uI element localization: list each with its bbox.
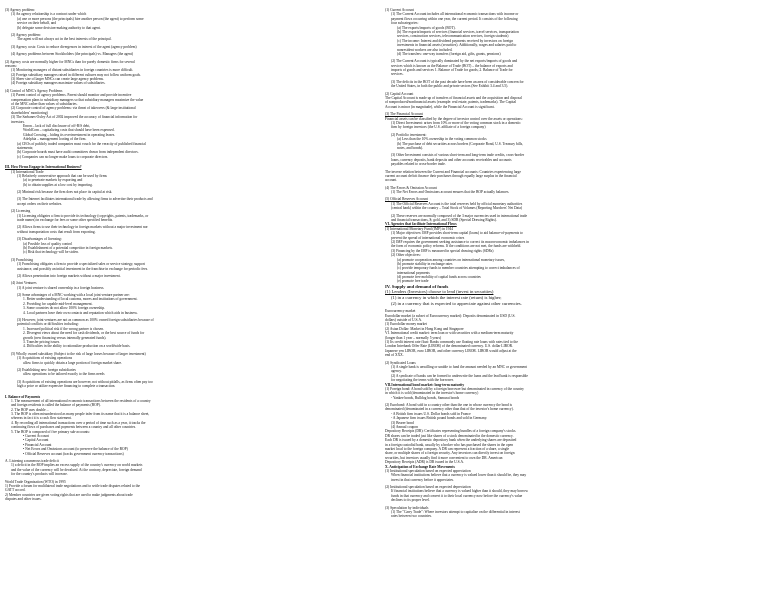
text-line: in a foreign custodial bank, usually by a broker who has purchased the shares in the open <box>385 442 514 447</box>
text-line: (e) promote free trade <box>397 279 429 284</box>
text-line: I. Balance of Payments <box>5 394 41 399</box>
text-line: whereas in fact it is a cash flow statement. <box>11 416 72 421</box>
text-line: potential conflicts or difficulties including: <box>17 322 79 327</box>
text-line: firm by foreign investors (the U.S. affiliate of a foreign company) <box>391 125 486 130</box>
text-line: Financial assets can be classified by the degree of investor control over the assets or operations: <box>385 116 523 121</box>
text-line: • Current Account <box>23 434 50 439</box>
text-line: (2) Agency costs are normally higher for MNCs than for purely domestic firms for several <box>5 59 135 64</box>
text-line: (1) The Current Account includes all international economic transactions with income or <box>391 12 519 17</box>
text-line: (2) Corporate control of agency problems: via threat of takeovers (& large institutional <box>11 106 136 111</box>
text-line: (1) The "Carry Trade": Where investors attempt to capitalize on the differential in interest <box>391 510 520 515</box>
text-line: (4) Joint Ventures <box>11 281 37 286</box>
text-line: (3) Disadvantages of licensing: <box>17 237 62 242</box>
text-line: (1) An agency relationship is a contract under which <box>11 12 87 17</box>
text-line: (2) The Current Account is typically dominated by the net exports/imports of goods and <box>391 59 518 64</box>
text-line: continuing flows of purchases and payments between a country and all other countries. <box>11 425 137 430</box>
text-line: (5) Wholly owned subsidiary (Subject to the risk of large losses because of larger investment) <box>11 351 146 356</box>
text-line: (3) The Sarbanes-Oxley Act of 2002 improved the accuracy of financial information for <box>11 115 138 120</box>
text-line: (1) A single bank is unwilling or unable to fund the amount needed by an MNC or government <box>391 364 528 369</box>
text-line: VII.International bond market: long-term maturity <box>385 382 465 387</box>
text-line: If financial institutions believe that a currency is valued higher than it should, they may borrow <box>391 489 528 494</box>
text-line: (c) Risk that technology will be stolen. <box>23 250 79 255</box>
text-line: shareholders' monitoring) <box>11 110 48 115</box>
text-line: 4. By recording all international transactions over a period of time such as a year, it tracks the <box>11 420 146 425</box>
text-line: Account is minor (in magnitude), while the Financial Account is significant. <box>385 104 495 109</box>
text-line: (1) Monitoring managers of distant subsidiaries in foreign countries is more difficult. <box>11 68 134 73</box>
text-line: and foreign residents is called the balance of payments (BOP). <box>11 403 101 408</box>
text-line: 2. Providing for capable mid-level management. <box>23 301 93 306</box>
text-line: - Yankee bonds, Bulldog bonds, Samurai bonds <box>391 395 460 400</box>
text-line: Eurodollar market (a subset of Eurocurrency market): Deposits denominated in USD (U.S. <box>385 313 516 318</box>
text-line: (a) Less than the 10% ownership in the voting common stocks <box>397 137 487 142</box>
text-line: (3) Sheer size of larger MNCs can create large agency problems. <box>11 77 104 82</box>
text-line: loans, currency deposits, bank deposits and other accounts receivables and accounts <box>391 157 512 162</box>
text-line: (2) Licensing <box>11 209 31 214</box>
text-line: 1) a deficit in the BOP implies an excess supply of the country's currency on world markets <box>11 463 143 468</box>
text-line: (c) provide temporary funds to member countries attempting to correct imbalances of <box>397 266 520 271</box>
text-line: 1. Better understanding of local customs, mores and institutions of government. <box>23 297 138 302</box>
text-line: (b) delegate some decision-making authority to that agent. <box>17 25 101 30</box>
text-line: (5) Official Reserves Account <box>385 197 428 202</box>
text-line: compensation plans to subsidiary managers so that subsidiary managers maximize the value <box>11 97 144 102</box>
text-line: (2) Some advantages of a MNC working with a local joint venture partner are: <box>17 293 130 298</box>
text-line: 2. The BOP uses double ... <box>11 407 50 412</box>
text-line: (1) Major objectives: IMF provides short-term capital (loans) to aid balance-of-payments to <box>391 231 523 236</box>
text-line: (b) Establishment of a potential competitor in foreign markets. <box>23 245 113 250</box>
text-line: (2) Allows firms to use their technology in foreign markets without a major investment nor <box>17 225 148 230</box>
text-line: and financial transactions, $; gold, and 3) SDR (Special Drawing Rights). <box>391 218 497 223</box>
text-line: The inverse relation between the Current and Financial accounts: Countries experiencing large <box>385 169 521 174</box>
text-line: (3) Agency problem: <box>5 8 35 12</box>
text-line: 2. Divergent views about the need for cash dividends, or the best source of funds for <box>23 331 145 336</box>
text-line: The Capital Account is made up of transfers of financial assets and the acquisition and disposal <box>385 96 522 101</box>
text-line: When financial institutions believe that a currency is valued lower than it should be, they may <box>391 473 527 478</box>
text-line: (1) Foreign bond: A bond sold by a foreign borrower but denominated in currency of the country <box>385 386 524 391</box>
text-line: Japanese yen LIBOR, euro LIBOR, and other currency LIBOR. LIBOR would adjust at the <box>385 348 517 353</box>
text-line: (d) The transfers: one-way transfers (foreign aid, gifts, grants, pensions) <box>397 51 501 56</box>
text-line: the form of economic policy reforms. If the conditions are not met, the funds are withheld. <box>391 244 522 249</box>
text-line: (a) The exports/imports of goods (BOT). <box>397 25 456 30</box>
text-line: Eurocurrency market <box>385 309 416 314</box>
text-line: 2) Member countries are given voting rights that are used to make judgments about trade <box>5 492 133 497</box>
text-line: the United States, in both the public and private sectors (See Exhibit 3.4 and 3.5). <box>391 84 509 89</box>
text-line: Depository Receipts (ADR) is DR issued in the U.S.A. <box>385 460 464 465</box>
text-line: (1) A joint venture is shared ownership in a foreign business. <box>17 285 105 290</box>
text-line: trade names) in exchange for fees or some other specified benefits. <box>17 218 114 223</box>
text-line: (2) Minimal risk because the firm does not place its capital at risk. <box>17 190 113 195</box>
text-line: statements; <box>17 145 34 150</box>
text-line: (1) Its credit interest rate float: Banks commonly use floating rate loans with rates tied to the <box>385 339 518 344</box>
text-line: payment flows occurring within one year, the current period. It consists of the following <box>391 16 518 21</box>
text-line: for the country's products will increase. <box>11 472 68 477</box>
text-line: 5. The BOP is composed of five primary sub-accounts: <box>11 429 90 434</box>
text-line: services, construction services, telecommunication services, foreign students) <box>397 34 509 39</box>
text-line: investments in financial assets (securities). Additionally, wages and salaries paid to <box>397 43 517 48</box>
text-line: (2) These reserves are normally composed of the 3 major currencies used in international trade <box>391 213 528 218</box>
text-line: III. How Firms Engage in International Business? <box>5 165 82 170</box>
text-line: (3) However, joint ventures are not as common as 100% owned foreign subsidiaries because of <box>17 318 154 323</box>
right-column <box>385 8 741 519</box>
text-line: (1) Lenders (Investors) choose to lend (invest in securities) <box>385 289 494 295</box>
text-line: GATT accord. <box>5 488 26 493</box>
text-line: growth (new financing versus internally generated funds). <box>23 335 107 340</box>
text-line: (a) Possible loss of quality control <box>23 241 73 246</box>
text-line: denominated (denominated in a currency other than that of the investor's home currency). <box>385 407 514 412</box>
text-line: (3) Other Investment consists of various short-term and long-term trade credits, cross-border <box>391 153 525 158</box>
text-line: reasons: <box>5 63 17 68</box>
text-line: Depository Receipts (DR): Certificates representing bundles of a foreign company's stocks. <box>385 429 517 434</box>
text-line: 3. The BOP is often misunderstood as many people infer from its name that it is a balance sheet, <box>11 412 150 417</box>
text-line: DR shares can be traded just like shares of a stock denominated in the domestic currency. <box>385 433 514 438</box>
text-line: (2) Syndicated Loans <box>385 360 416 365</box>
text-line: declines to its proper level. <box>391 498 430 503</box>
text-line: • Financial Account <box>23 442 52 447</box>
text-line: high a price or utilize expensive financing to complete a transaction. <box>17 384 116 389</box>
text-line: for negotiating the terms with the borrower. <box>391 378 454 383</box>
text-line: (1) International Monetary Fund (IMF) in 1944 <box>385 226 454 231</box>
text-line: (3) Acquisitions of existing operations are however, not without pitfalls, as firms often pay too <box>17 379 153 384</box>
left-column <box>5 8 343 502</box>
text-line: (4) Control of MNC's Agency Problems <box>5 88 63 93</box>
text-line: Each DR is issued by a domestic depository bank when the underlying shares are deposited <box>385 438 517 443</box>
text-line: notes, and bonds). <box>397 145 424 150</box>
text-line: X. Anticipation of Exchange Rate Movements <box>385 464 455 469</box>
text-line: service on their behalf, and <box>17 21 57 26</box>
text-line: 4. Local partners have their own contacts and reputation which aids in business. <box>23 310 138 315</box>
text-line: • Net Errors and Omissions account (to preserve the balance of the BOP) <box>23 447 128 452</box>
text-line: accept orders on their websites. <box>17 201 63 206</box>
text-line: services which is known as the Balance of Trade (BOT) – the balance of exports and <box>391 63 513 68</box>
text-line: (3) Financing by the IMF is measured in special drawing rights (SDRs) <box>391 248 494 253</box>
text-line: (a) to penetrate markets by exporting and <box>23 178 83 183</box>
text-line: securities, but investors usually find it more convenient to own the DR. American <box>385 455 503 460</box>
text-line: 3. Some countries do not allow 100% foreign ownership. <box>23 306 106 311</box>
text-line: (2) Capital Account <box>385 91 414 96</box>
text-line: (1) in a currency in which the interest rate (return) is higher; <box>391 295 502 301</box>
text-line: (2) in a currency that is expected to appreciate against other currencies. <box>391 300 522 306</box>
text-line: imports of goods and services 1. Balance of Trade for goods; 2. Balance of Trade for <box>391 68 513 73</box>
text-line: (1) The Official Reserves Account is the total reserves held by official monetary authorities <box>391 201 523 206</box>
text-line: (1) Parent control of agency problems. Parent should monitor and provide incentive <box>11 93 132 98</box>
text-line: (3) Franchising <box>11 257 34 262</box>
text-line: (2) Foreign subsidiary managers raised in different cultures may not follow uniform goals. <box>11 72 141 77</box>
text-line: investors. <box>11 119 25 124</box>
text-line: prevent the spread of international economic crises <box>391 235 465 240</box>
text-line: (4) Foreign subsidiary managers maximize values of subsidiaries. <box>11 81 106 86</box>
text-line: (1) Franchising obligates a firm to provide a specialized sales or service strategy, support <box>17 262 145 267</box>
text-line: IV. Supply and demand of funds <box>385 283 449 289</box>
text-line: assistance, and possibly an initial investment in the franchise in exchange for periodic fees. <box>17 266 149 271</box>
text-line: rates between two countries. <box>391 514 432 519</box>
text-line: Enron – lack of full disclosure of off-B/S debt, <box>23 123 91 128</box>
text-line: (2) Allows penetration into foreign markets without a major investment. <box>17 273 121 278</box>
text-line: 1. Increased political risk if the wrong partner is chosen. <box>23 326 104 331</box>
text-line: (b) promote stability in exchange rates <box>397 261 453 266</box>
text-line: current account deficit finance their purchases through equally large surplus in the financial <box>385 173 517 178</box>
text-line: (2) Institutional speculation based on expected depreciation <box>385 485 471 490</box>
text-line: (d) promote free mobility of capital funds across countries <box>397 275 481 280</box>
text-line: (1) Acquisitions of existing operations <box>17 356 73 361</box>
text-line: Global Crossing – hiding its overinvestment in operating leases. <box>23 132 116 137</box>
text-line: (a) promote cooperation among countries on international monetary issues, <box>397 257 505 262</box>
text-line: (3) The Financial Account <box>385 112 423 117</box>
text-line: invest in that currency before it appreciates. <box>391 477 454 482</box>
text-line: (a) CEOs of publicly traded companies must vouch for the veracity of published financial <box>17 141 146 146</box>
text-line: A. Listening a numerous trade deficit <box>5 458 59 463</box>
text-line: WorldCom – capitalizing costs that should have been expensed. <box>23 128 115 133</box>
text-line: (1) International Trade <box>11 169 44 174</box>
text-line: of the MNC rather than values of subsidiaries. <box>11 102 78 107</box>
text-line: (b) The exports/imports of services (financial services, travel services, transportation <box>397 29 519 34</box>
text-line: (4) Agency problems between Stockholders (the principals) vs. Managers (the agent) <box>11 52 134 57</box>
text-line: • Official Reserves account (tracks government currency transactions) <box>23 451 124 456</box>
text-line: share, or multiple shares of a foreign security. Any investors can directly invest on foreign <box>385 451 515 456</box>
text-line: (1) Direct Investment: arises from 10% or more of the voting common stock in a domestic <box>391 120 521 125</box>
text-line: (b) Corporate boards must have audit committees drawn from independent directors. <box>17 150 139 155</box>
text-line: (1) Current Account <box>385 8 414 12</box>
text-line: (longer than 1 year – normally 5 years) <box>385 335 442 340</box>
text-line: (4) Annual coupon <box>391 425 418 430</box>
text-line: (3) Agency costs: Costs to reduce divergences in interest of the agent (agency problem) <box>11 44 137 49</box>
text-line: London Interbank Offer Rate (LIBOR) of the denominated currency. U.S. dollar LIBOR. <box>385 344 513 349</box>
text-line: funds in that currency and convert it to their local currency now before the currency's value <box>391 493 523 498</box>
text-line: (1) Licensing obligates a firm to provide its technology (copyrights, patents, trademarks, or <box>17 213 149 218</box>
text-line: - A Japanese firm issues British pound bonds and sold in Germany. <box>391 416 488 421</box>
text-line: (2) Other objectives: <box>391 253 421 258</box>
text-line: end of XXX. <box>385 353 404 358</box>
text-line: (2) A syndicate of banks can be formed to underwrite the loans and the lead bank is responsible <box>391 373 529 378</box>
text-line: in which it is sold (denominated in the investor's home currency) <box>385 391 479 396</box>
text-line: 1) Provide a forum for multilateral trade negotiations and to settle trade disputes related to the <box>5 483 141 488</box>
text-line: (c) The income: Interest and dividend payments received by investors on foreign <box>397 38 513 43</box>
text-line: four subcategories: <box>391 21 419 26</box>
text-line: allow firms to quickly obtain a large portion of foreign market share. <box>23 360 122 365</box>
text-line: (central bank) within the country – Total Stock of Volumes (Reporting Marchers' Net Data) <box>391 206 523 211</box>
text-line: dollars) outside of U.S.A. <box>385 318 422 323</box>
text-line: (2) Agency problem: <box>11 32 41 37</box>
text-line: (2) Asian Dollar: Market in Hong Kong and Singapore <box>385 326 464 331</box>
text-line: market local to the foreign company. A DR can represent a fraction of a share, a single <box>385 446 510 451</box>
text-line: (b) to obtain supplies at a low cost by importing. <box>23 182 93 187</box>
text-line: (c) Companies can no longer make loans to corporate directors. <box>17 154 109 159</box>
text-line: disputes and other issues. <box>5 497 42 502</box>
text-line: services. <box>391 72 404 77</box>
text-line: (2) Eurobond: A bond sold in a country other than the one in whose currency the bond is <box>385 403 513 408</box>
text-line: 4. Difficulties in the ability to rationalize production on a worldwide basis. <box>23 344 131 349</box>
text-line: payables related to cross-border trade. <box>391 162 446 167</box>
text-line: agency. <box>391 369 402 374</box>
text-line: (a) one or more persons (the principals) hire another person (the agent) to perform some <box>17 16 144 21</box>
text-line: The agent will not always act in the best interests of the principal. <box>17 37 112 42</box>
text-line: nonresident workers are also included. <box>397 47 453 52</box>
text-line: (2) Portfolio investment: <box>391 132 427 137</box>
text-line: 3. Transfer pricing issues. <box>23 340 61 344</box>
text-line: (1) Institutional speculation based on expected appreciation <box>385 468 471 473</box>
text-line: (3) Bearer bond <box>391 420 414 425</box>
text-line: (1) Eurodollar money market <box>385 322 428 327</box>
text-line: (3) The deficits in the BOT of the past decade have been an area of considerable concern for <box>391 79 524 84</box>
text-line: and the value of the currency will be devalued. At the contrary, depreciate, foreign demand <box>11 467 142 472</box>
text-line: VI. International credit market: term loan or with securities with a medium-term maturity <box>385 331 514 336</box>
text-line: of nonproduced/nonfinancial assets (example: real estate, patents, trademarks). The Capital <box>385 100 517 105</box>
text-line: (3) The Internet facilitates international trade by allowing firms to advertise their products and <box>17 197 153 202</box>
text-line: (1) The Net Errors and Omissions account ensures that the BOP actually balances. <box>391 190 510 195</box>
text-line: allow operations to be tailored exactly to the firms needs <box>23 372 105 377</box>
text-line: (b) The purchase of debt securities across borders (Corporate Bond, U.S. Treasury bills, <box>397 141 524 146</box>
text-line: international payments <box>397 270 430 275</box>
text-line: World Trade Organization (WTO) in 1995 <box>5 479 66 484</box>
text-line: VI. Agencies that facilitate International Flows <box>385 222 457 227</box>
text-line: (2) IMF requires the government seeking assistance to correct its macroeconomic imbalances in <box>391 239 529 244</box>
text-line: • Capital Account <box>23 438 49 443</box>
text-line: 1. The measurement of all international economic transactions between the residents of a country <box>11 398 151 403</box>
text-line: (2) Establishing new foreign subsidiaries <box>17 367 76 372</box>
text-line: (4) The Errors & Omission Account <box>385 185 437 190</box>
text-line: (1) Relatively conservative approach that can be used by firms <box>17 173 107 178</box>
text-line: (3) Speculation by individuals <box>385 505 429 510</box>
text-line: Adelphia – management looting of the firm. <box>23 137 87 142</box>
text-line: account. <box>385 178 398 183</box>
text-line: - A British firm issues U.S. Dollar bonds sold in France <box>391 411 471 416</box>
text-line: without transportation costs that result from exporting. <box>17 229 96 234</box>
